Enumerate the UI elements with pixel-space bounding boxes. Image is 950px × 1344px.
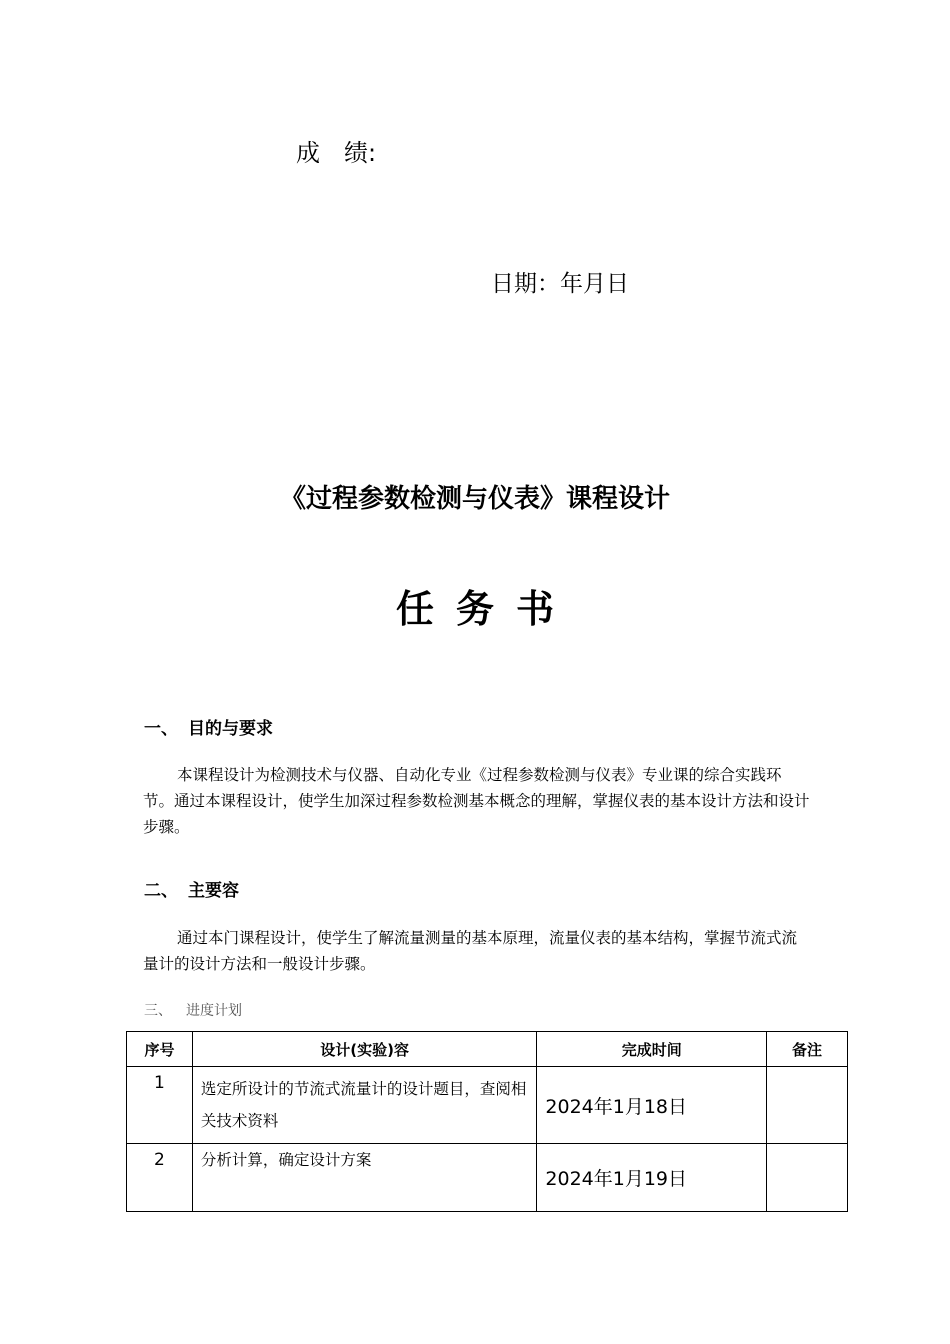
score-label: 成 绩:	[296, 139, 377, 167]
row-time: 2024年1月18日	[537, 1067, 767, 1144]
column-header-index: 序号	[127, 1032, 193, 1067]
section-number: 二、	[144, 881, 178, 901]
course-title: 《过程参数检测与仪表》课程设计	[279, 484, 670, 514]
row-index: 1	[127, 1067, 193, 1144]
section-title: 主要容	[188, 881, 239, 901]
schedule-table	[126, 1031, 848, 1212]
section-body-purpose: 本课程设计为检测技术与仪器、自动化专业《过程参数检测与仪表》专业课的综合实践环节。通过本课程设计，使学生加深过程参数检测基本概念的理解，掌握仪表的基本设计方法和设计步骤。	[143, 766, 810, 836]
section-heading-content	[144, 876, 239, 901]
section-heading-purpose	[144, 714, 273, 739]
section-title: 目的与要求	[188, 719, 273, 739]
column-header-time: 完成时间	[537, 1032, 767, 1067]
table-row	[127, 1144, 848, 1212]
table-header-row	[127, 1032, 848, 1067]
table-row	[127, 1067, 848, 1144]
section-body-content: 通过本门课程设计，使学生了解流量测量的基本原理，流量仪表的基本结构，掌握节流式流量计的设计方法和一般设计步骤。	[143, 929, 798, 973]
column-header-note: 备注	[767, 1032, 848, 1067]
section-number: 一、	[144, 719, 178, 739]
row-content: 选定所设计的节流式流量计的设计题目，查阅相关技术资料	[192, 1067, 536, 1144]
document-title: 任务书	[395, 587, 576, 631]
date-line: 日期：年月日	[491, 271, 629, 297]
section-number: 三、	[144, 1003, 172, 1019]
row-note	[767, 1144, 848, 1212]
section-heading-schedule	[144, 1000, 242, 1020]
column-header-content: 设计(实验)容	[192, 1032, 536, 1067]
row-note	[767, 1067, 848, 1144]
row-time: 2024年1月19日	[537, 1144, 767, 1212]
section-title: 进度计划	[186, 1003, 242, 1019]
row-content: 分析计算，确定设计方案	[192, 1144, 536, 1212]
row-index: 2	[127, 1144, 193, 1212]
